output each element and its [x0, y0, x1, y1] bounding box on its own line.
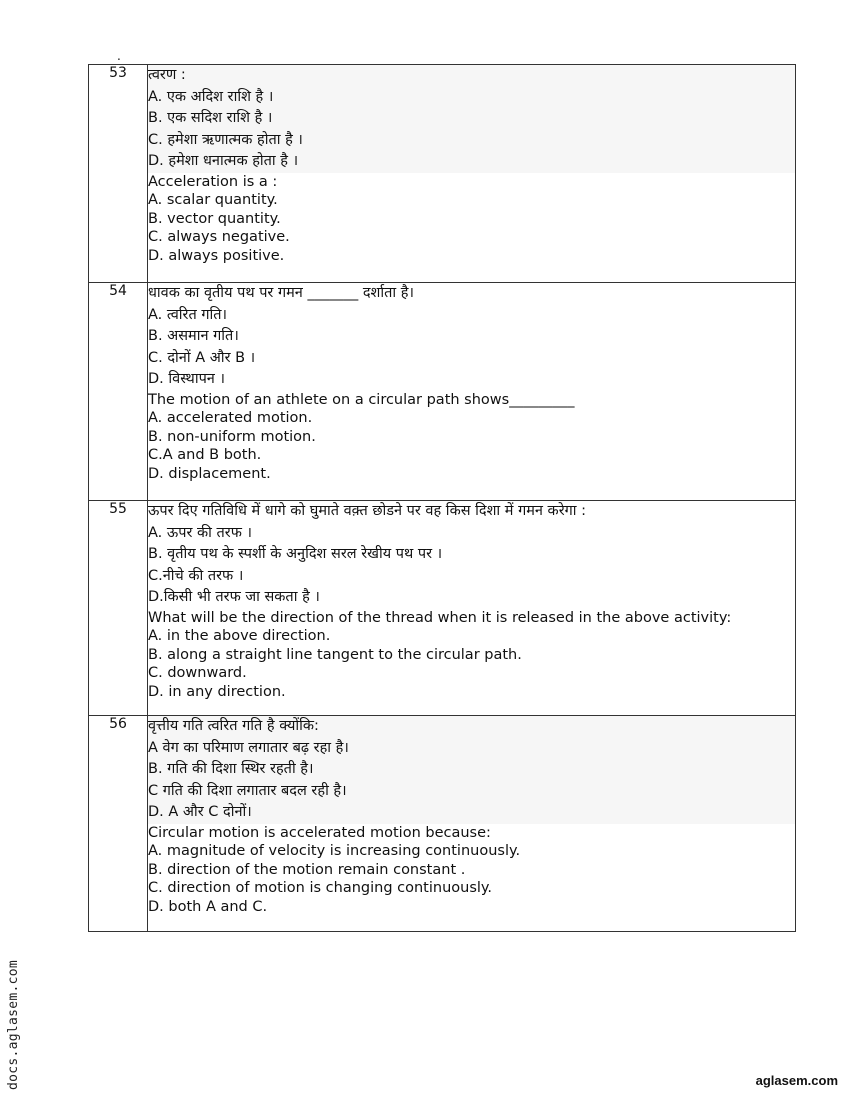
question-row-54: [89, 283, 796, 501]
question-number: 54: [89, 283, 148, 501]
english-option-b: B. along a straight line tangent to the circular path.: [148, 646, 522, 663]
english-option-a: A. accelerated motion.: [148, 410, 313, 426]
hindi-option-b: B. वृतीय पथ के स्पर्शी के अनुदिश सरल रेखीय पथ पर ।: [148, 546, 443, 562]
question-content: [148, 716, 796, 932]
english-option-c: C.A and B both.: [148, 447, 262, 463]
hindi-question: ऊपर दिए गतिविधि में धागे को घुमाते वक़्त छोडने पर वह किस दिशा में गमन करेगा :: [148, 503, 587, 519]
hindi-option-b: B. असमान गति।: [148, 328, 239, 344]
top-mark: .: [117, 49, 121, 63]
question-row-53: [89, 65, 796, 283]
english-option-b: B. vector quantity.: [148, 210, 281, 227]
question-row-55: [89, 501, 796, 716]
hindi-option-a: A. त्वरित गति।: [148, 306, 228, 323]
hindi-option-c: C. दोनों A और B ।: [148, 349, 256, 366]
english-option-b: B. direction of the motion remain constant .: [148, 861, 466, 878]
hindi-block: [148, 65, 795, 173]
english-option-a: A. in the above direction.: [148, 628, 331, 644]
english-option-d: D. always positive.: [148, 247, 285, 264]
english-option-a: A. scalar quantity.: [148, 192, 278, 208]
hindi-option-c: C.नीचे की तरफ ।: [148, 567, 244, 584]
question-number: 56: [89, 716, 148, 932]
english-option-b: B. non-uniform motion.: [148, 428, 316, 445]
watermark-left: docs.aglasem.com: [6, 959, 21, 1090]
english-option-d: D. displacement.: [148, 465, 271, 482]
watermark-right: aglasem.com: [755, 1073, 838, 1088]
question-number: 55: [89, 501, 148, 716]
hindi-option-a: A वेग का परिमाण लगातार बढ़ रहा है।: [148, 739, 349, 756]
english-question: Circular motion is accelerated motion because:: [148, 824, 491, 841]
hindi-option-c: C. हमेशा ऋणात्मक होता है ।: [148, 131, 303, 148]
hindi-option-d: D. हमेशा धनात्मक होता है ।: [148, 153, 299, 169]
hindi-option-d: D. A और C दोनों।: [148, 804, 252, 820]
question-number: 53: [89, 65, 148, 283]
hindi-option-d: D. विस्थापन ।: [148, 371, 225, 387]
hindi-option-a: A. एक अदिश राशि है ।: [148, 88, 274, 105]
hindi-question: त्वरण :: [148, 67, 186, 83]
hindi-option-d: D.किसी भी तरफ जा सकता है ।: [148, 589, 320, 605]
english-option-c: C. direction of motion is changing continuously.: [148, 880, 493, 896]
english-option-c: C. downward.: [148, 665, 247, 681]
english-option-c: C. always negative.: [148, 229, 290, 245]
question-content: [148, 283, 796, 501]
english-question: Acceleration is a :: [148, 173, 278, 190]
question-content: [148, 501, 796, 716]
question-row-56: [89, 716, 796, 932]
hindi-option-c: C गति की दिशा लगातार बदल रही है।: [148, 782, 347, 799]
english-question: The motion of an athlete on a circular path shows_________: [148, 391, 575, 408]
hindi-question: धावक का वृतीय पथ पर गमन _______ दर्शाता है।: [148, 285, 414, 301]
hindi-option-b: B. एक सदिश राशि है ।: [148, 110, 273, 126]
hindi-block: [148, 716, 795, 824]
english-option-a: A. magnitude of velocity is increasing continuously.: [148, 843, 521, 859]
hindi-option-b: B. गति की दिशा स्थिर रहती है।: [148, 761, 314, 777]
hindi-question: वृत्तीय गति त्वरित गति है क्योंकि:: [148, 718, 319, 734]
english-option-d: D. both A and C.: [148, 898, 268, 915]
english-option-d: D. in any direction.: [148, 683, 286, 700]
question-content: [148, 65, 796, 283]
english-question: What will be the direction of the thread when it is released in the above activity:: [148, 609, 732, 626]
question-table: [88, 64, 796, 932]
hindi-option-a: A. ऊपर की तरफ ।: [148, 524, 253, 541]
